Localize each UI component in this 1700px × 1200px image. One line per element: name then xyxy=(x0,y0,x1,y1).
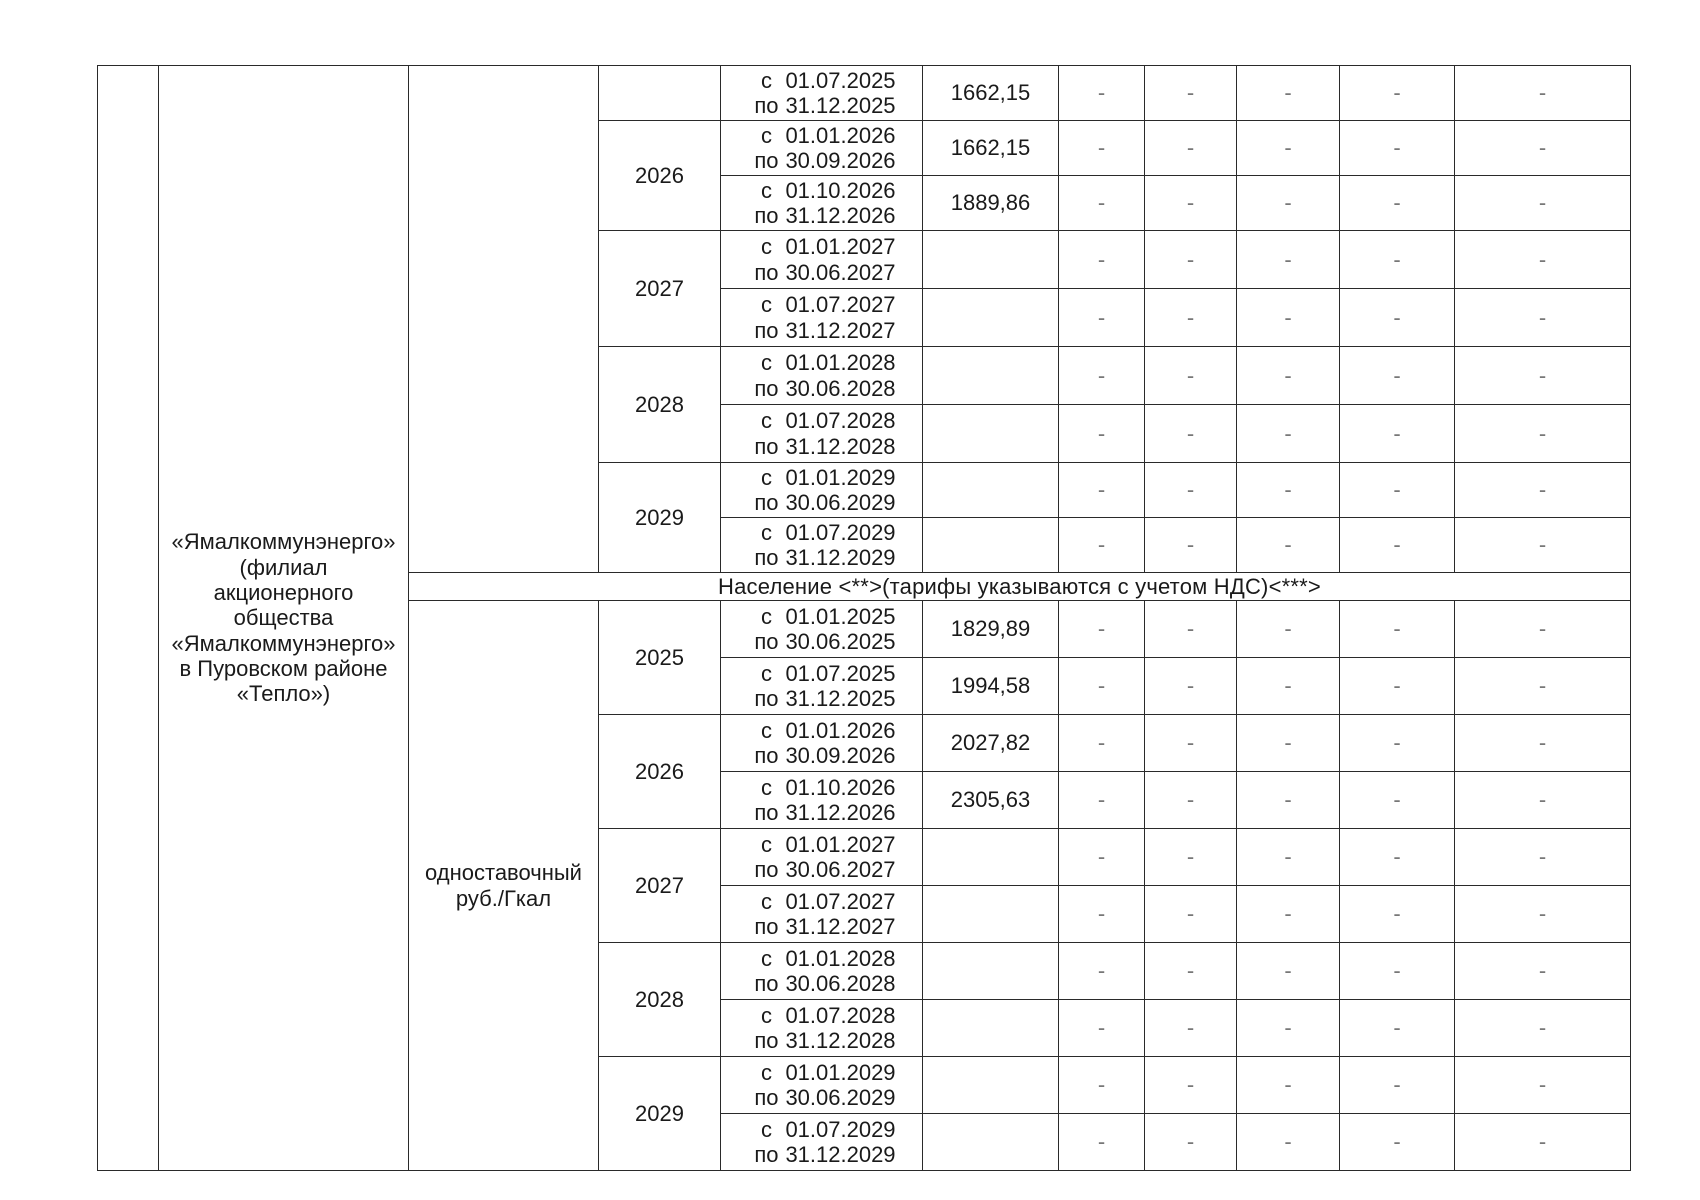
period-cell: с 01.07.2025 по 31.12.2025 xyxy=(721,66,923,121)
empty-value: - xyxy=(1340,1057,1455,1114)
year-cell: 2025 xyxy=(599,601,721,715)
period-cell: с 01.07.2025 по 31.12.2025 xyxy=(721,658,923,715)
organization-line: в Пуровском районе xyxy=(179,655,388,681)
empty-value: - xyxy=(1455,658,1631,715)
period-cell: с 01.07.2028 по 31.12.2028 xyxy=(721,1000,923,1057)
empty-value: - xyxy=(1145,772,1237,829)
tariff-type-cell xyxy=(409,601,599,1171)
empty-value: - xyxy=(1145,231,1237,289)
period-cell: с 01.01.2028 по 30.06.2028 xyxy=(721,347,923,405)
empty-value: - xyxy=(1145,1114,1237,1171)
period-cell: с 01.01.2026 по 30.09.2026 xyxy=(721,121,923,176)
empty-value: - xyxy=(1455,347,1631,405)
tariff-value: 1662,15 xyxy=(923,121,1059,176)
empty-value: - xyxy=(1145,121,1237,176)
tariff-value: 2305,63 xyxy=(923,772,1059,829)
empty-value: - xyxy=(1340,772,1455,829)
tariff-value: 1889,86 xyxy=(923,176,1059,231)
empty-value: - xyxy=(1059,463,1145,518)
empty-value: - xyxy=(1237,829,1340,886)
year-cell: 2028 xyxy=(599,347,721,463)
empty-value: - xyxy=(1455,715,1631,772)
period-cell: с 01.01.2029 по 30.06.2029 xyxy=(721,1057,923,1114)
tariff-value xyxy=(923,1114,1059,1171)
tariff-type-line: руб./Гкал xyxy=(455,885,552,911)
tariff-value: 2027,82 xyxy=(923,715,1059,772)
empty-value: - xyxy=(1059,176,1145,231)
empty-value: - xyxy=(1455,231,1631,289)
period-cell: с 01.10.2026 по 31.12.2026 xyxy=(721,772,923,829)
empty-value: - xyxy=(1145,66,1237,121)
empty-value: - xyxy=(1145,289,1237,347)
empty-value: - xyxy=(1059,829,1145,886)
period-cell: с 01.10.2026 по 31.12.2026 xyxy=(721,176,923,231)
tariff-type-line: одноставочный xyxy=(425,860,582,886)
empty-value: - xyxy=(1237,121,1340,176)
tariff-value xyxy=(923,943,1059,1000)
organization-line: «Тепло») xyxy=(236,681,331,707)
empty-value: - xyxy=(1059,1057,1145,1114)
tariff-value xyxy=(923,1057,1059,1114)
empty-value: - xyxy=(1237,347,1340,405)
empty-value: - xyxy=(1455,886,1631,943)
empty-value: - xyxy=(1145,658,1237,715)
year-cell xyxy=(599,66,721,121)
empty-value: - xyxy=(1237,772,1340,829)
empty-value: - xyxy=(1145,1000,1237,1057)
empty-value: - xyxy=(1455,1114,1631,1171)
tariff-value xyxy=(923,463,1059,518)
year-cell: 2029 xyxy=(599,1057,721,1171)
empty-value: - xyxy=(1340,347,1455,405)
period-cell: с 01.01.2027 по 30.06.2027 xyxy=(721,829,923,886)
empty-value: - xyxy=(1145,176,1237,231)
empty-value: - xyxy=(1145,943,1237,1000)
empty-value: - xyxy=(1237,518,1340,573)
tariff-type-cell xyxy=(409,66,599,573)
empty-value: - xyxy=(1237,601,1340,658)
empty-value: - xyxy=(1340,231,1455,289)
empty-value: - xyxy=(1340,518,1455,573)
empty-value: - xyxy=(1455,1057,1631,1114)
empty-value: - xyxy=(1340,715,1455,772)
empty-value: - xyxy=(1059,66,1145,121)
empty-value: - xyxy=(1455,289,1631,347)
empty-value: - xyxy=(1455,463,1631,518)
organization-cell xyxy=(159,66,409,1171)
empty-value: - xyxy=(1455,1000,1631,1057)
organization-line: акционерного xyxy=(213,580,354,606)
empty-value: - xyxy=(1059,518,1145,573)
year-cell: 2028 xyxy=(599,943,721,1057)
empty-value: - xyxy=(1455,518,1631,573)
empty-value: - xyxy=(1145,405,1237,463)
period-cell: с 01.01.2026 по 30.09.2026 xyxy=(721,715,923,772)
empty-value: - xyxy=(1455,405,1631,463)
empty-value: - xyxy=(1340,601,1455,658)
empty-value: - xyxy=(1059,658,1145,715)
empty-value: - xyxy=(1237,231,1340,289)
organization-line: «Ямалкоммунэнерго» xyxy=(171,529,396,555)
tariff-value xyxy=(923,886,1059,943)
empty-value: - xyxy=(1237,463,1340,518)
empty-value: - xyxy=(1340,1000,1455,1057)
year-cell: 2026 xyxy=(599,121,721,231)
tariff-value: 1829,89 xyxy=(923,601,1059,658)
empty-value: - xyxy=(1455,176,1631,231)
tariff-value xyxy=(923,1000,1059,1057)
year-cell: 2027 xyxy=(599,829,721,943)
organization-line: «Ямалкоммунэнерго» xyxy=(171,630,396,656)
empty-value: - xyxy=(1145,347,1237,405)
section-header-population: Население <**>(тарифы указываются с учетом НДС)<***> xyxy=(409,573,1631,601)
empty-value: - xyxy=(1455,66,1631,121)
empty-value: - xyxy=(1340,1114,1455,1171)
empty-value: - xyxy=(1340,121,1455,176)
empty-value: - xyxy=(1455,772,1631,829)
period-cell: с 01.01.2028 по 30.06.2028 xyxy=(721,943,923,1000)
empty-value: - xyxy=(1340,829,1455,886)
tariff-value xyxy=(923,829,1059,886)
empty-value: - xyxy=(1237,886,1340,943)
empty-value: - xyxy=(1059,1000,1145,1057)
empty-value: - xyxy=(1059,772,1145,829)
empty-value: - xyxy=(1059,715,1145,772)
empty-value: - xyxy=(1340,289,1455,347)
empty-value: - xyxy=(1059,347,1145,405)
tariff-value: 1994,58 xyxy=(923,658,1059,715)
empty-value: - xyxy=(1059,601,1145,658)
empty-value: - xyxy=(1340,658,1455,715)
empty-value: - xyxy=(1455,601,1631,658)
empty-value: - xyxy=(1059,943,1145,1000)
empty-value: - xyxy=(1340,463,1455,518)
empty-value: - xyxy=(1237,405,1340,463)
tariff-value xyxy=(923,347,1059,405)
empty-value: - xyxy=(1145,715,1237,772)
empty-value: - xyxy=(1340,66,1455,121)
tariff-value xyxy=(923,518,1059,573)
empty-value: - xyxy=(1145,518,1237,573)
empty-value: - xyxy=(1237,1057,1340,1114)
period-cell: с 01.07.2029 по 31.12.2029 xyxy=(721,1114,923,1171)
empty-value: - xyxy=(1237,289,1340,347)
tariff-value xyxy=(923,231,1059,289)
tariff-table xyxy=(97,65,1631,1171)
period-cell: с 01.07.2029 по 31.12.2029 xyxy=(721,518,923,573)
empty-value: - xyxy=(1059,405,1145,463)
empty-value: - xyxy=(1340,886,1455,943)
empty-value: - xyxy=(1145,463,1237,518)
empty-value: - xyxy=(1455,943,1631,1000)
period-cell: с 01.01.2025 по 30.06.2025 xyxy=(721,601,923,658)
year-cell: 2026 xyxy=(599,715,721,829)
empty-value: - xyxy=(1455,829,1631,886)
period-cell: с 01.01.2027 по 30.06.2027 xyxy=(721,231,923,289)
tariff-value: 1662,15 xyxy=(923,66,1059,121)
empty-value: - xyxy=(1237,66,1340,121)
empty-value: - xyxy=(1059,121,1145,176)
empty-value: - xyxy=(1340,405,1455,463)
empty-value: - xyxy=(1455,121,1631,176)
tariff-value xyxy=(923,405,1059,463)
year-cell: 2027 xyxy=(599,231,721,347)
empty-value: - xyxy=(1237,176,1340,231)
empty-value: - xyxy=(1059,289,1145,347)
empty-value: - xyxy=(1145,829,1237,886)
empty-value: - xyxy=(1059,1114,1145,1171)
tariff-value xyxy=(923,289,1059,347)
organization-line: (филиал xyxy=(239,554,328,580)
empty-value: - xyxy=(1237,715,1340,772)
empty-value: - xyxy=(1059,886,1145,943)
empty-value: - xyxy=(1340,943,1455,1000)
empty-value: - xyxy=(1059,231,1145,289)
empty-value: - xyxy=(1237,658,1340,715)
period-cell: с 01.07.2027 по 31.12.2027 xyxy=(721,289,923,347)
year-cell: 2029 xyxy=(599,463,721,573)
period-cell: с 01.01.2029 по 30.06.2029 xyxy=(721,463,923,518)
table-row xyxy=(98,66,1631,121)
empty-value: - xyxy=(1145,886,1237,943)
empty-value: - xyxy=(1340,176,1455,231)
empty-value: - xyxy=(1237,1114,1340,1171)
period-cell: с 01.07.2027 по 31.12.2027 xyxy=(721,886,923,943)
empty-value: - xyxy=(1145,1057,1237,1114)
empty-value: - xyxy=(1145,601,1237,658)
organization-line: общества xyxy=(233,605,334,631)
period-cell: с 01.07.2028 по 31.12.2028 xyxy=(721,405,923,463)
number-cell xyxy=(98,66,159,1171)
empty-value: - xyxy=(1237,943,1340,1000)
empty-value: - xyxy=(1237,1000,1340,1057)
